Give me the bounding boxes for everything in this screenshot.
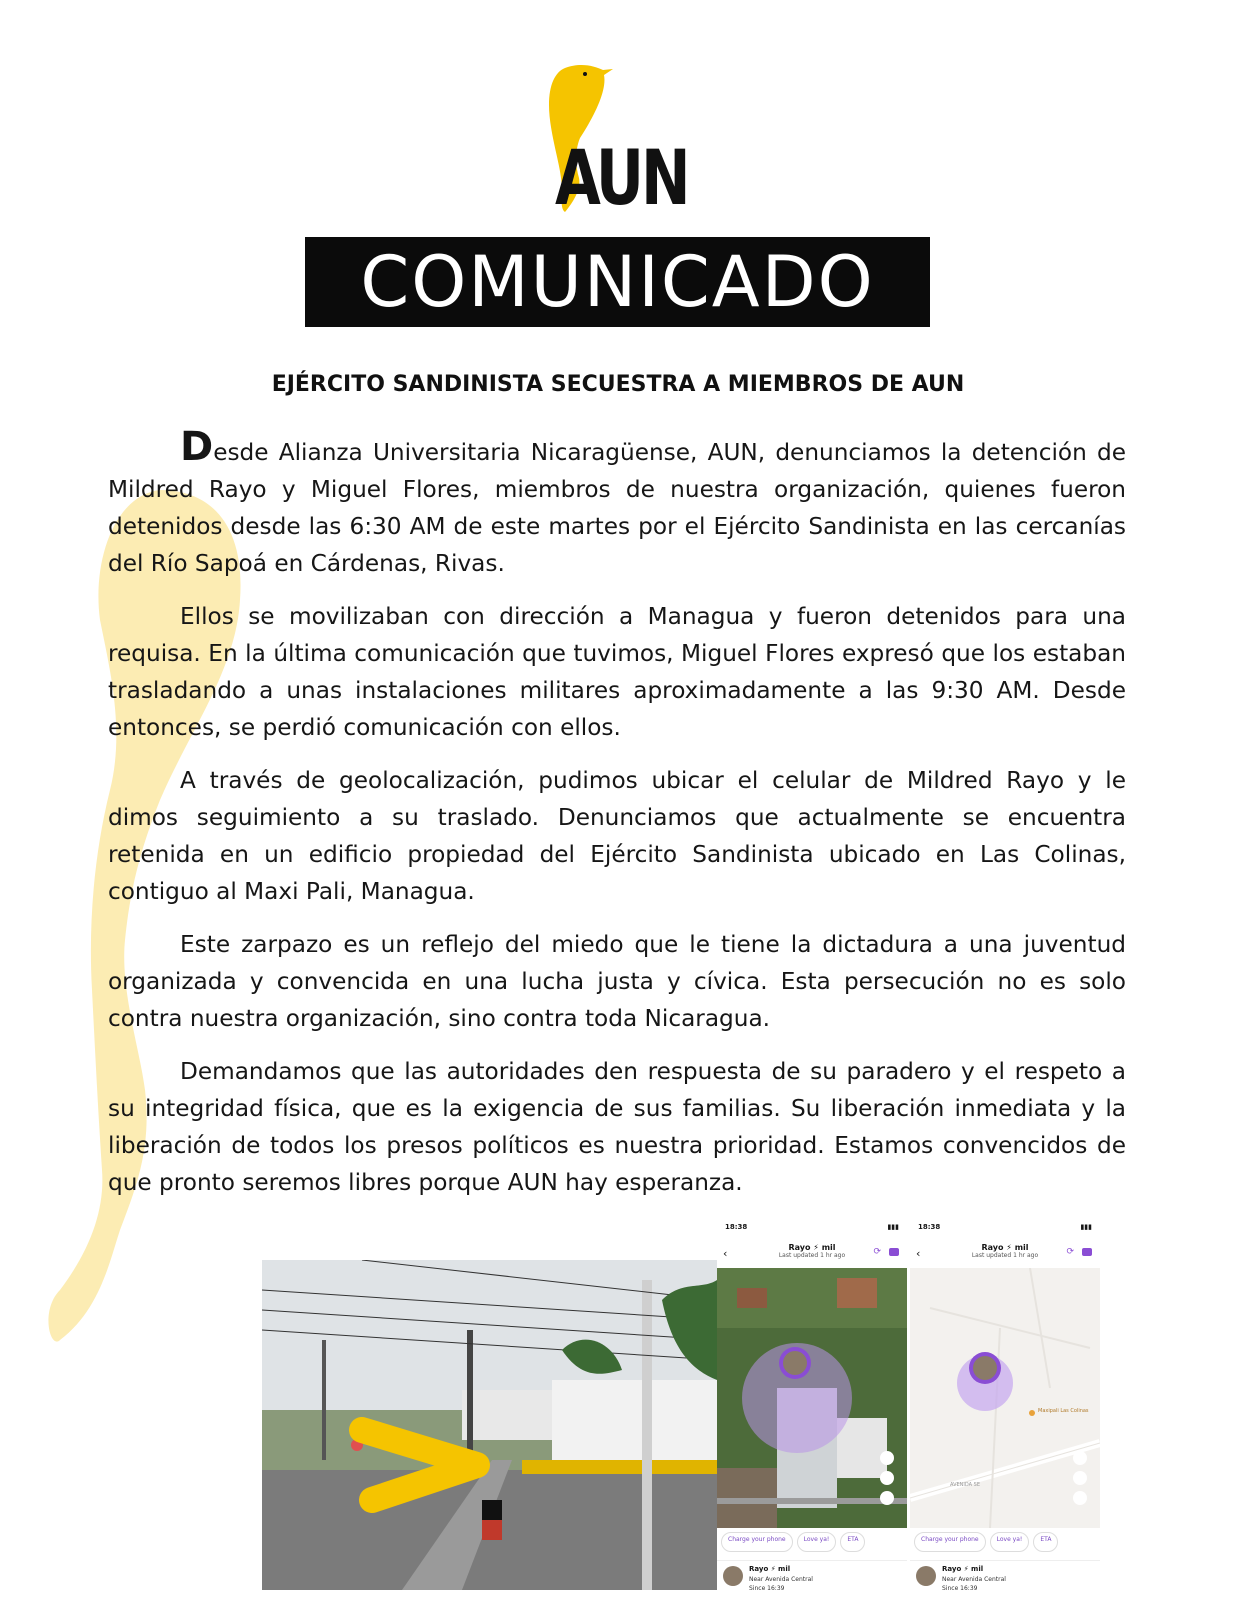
last-updated: Last updated 1 hr ago (778, 1252, 846, 1259)
person-location: Near Avenida Central (749, 1576, 813, 1583)
battery-icon: ▮▮▮ (1080, 1223, 1092, 1231)
headline: EJÉRCITO SANDINISTA SECUESTRA A MIEMBROS DE AUN (271, 372, 965, 397)
eta-chip[interactable]: ETA (1033, 1532, 1058, 1552)
person-name: Rayo ⚡ mil (749, 1565, 791, 1573)
quick-actions (910, 1532, 1100, 1552)
street-map[interactable] (910, 1268, 1100, 1528)
phone-screenshot-street (910, 1220, 1100, 1600)
chat-icon[interactable] (1082, 1248, 1092, 1256)
comunicado-banner (305, 237, 930, 327)
love-chip[interactable]: Love ya! (990, 1532, 1030, 1552)
quick-actions (717, 1532, 907, 1552)
charge-chip[interactable]: Charge your phone (914, 1532, 986, 1552)
drop-cap: D (180, 424, 214, 470)
person-location: Near Avenida Central (942, 1576, 1006, 1583)
street-photo (262, 1260, 717, 1590)
avatar (916, 1566, 936, 1586)
phone-screenshot-satellite (717, 1220, 907, 1600)
love-chip[interactable]: Love ya! (797, 1532, 837, 1552)
person-name: Rayo ⚡ mil (942, 1565, 984, 1573)
charge-chip[interactable]: Charge your phone (721, 1532, 793, 1552)
person-card[interactable] (910, 1560, 1100, 1600)
statement-body (108, 424, 1126, 1217)
chat-icon[interactable] (889, 1248, 899, 1256)
paragraph-1-text: esde Alianza Universitaria Nicaragüense, AUN, denunciamos la detención de Mildred Rayo y Miguel Flores, miembros de nuestra organización, quienes fueron detenidos desde las 6:30 AM de este martes por el Ejército Sandinista en las cercanías del Río Sapoá en Cárdenas, Rivas. (108, 439, 1126, 577)
person-card[interactable] (717, 1560, 907, 1600)
status-time: 18:38 (918, 1223, 941, 1231)
street-label: AVENIDA SE (950, 1482, 980, 1488)
avatar (723, 1566, 743, 1586)
paragraph-3: A través de geolocalización, pudimos ubicar el celular de Mildred Rayo y le dimos seguimiento a su traslado. Denunciamos que actualmente se encuentra retenida en un edificio propiedad del Ejército Sandinista ubicado en Las Colinas, contiguo al Maxi Pali, Managua. (108, 767, 1126, 905)
status-time: 18:38 (725, 1223, 748, 1231)
back-icon[interactable]: ‹ (723, 1247, 728, 1260)
back-icon[interactable]: ‹ (916, 1247, 921, 1260)
person-since: Since 16:39 (749, 1585, 785, 1592)
banner-title: COMUNICADO (360, 241, 875, 323)
paragraph-1 (108, 424, 1126, 582)
status-bar (910, 1220, 1100, 1241)
person-since: Since 16:39 (942, 1585, 978, 1592)
paragraph-5: Demandamos que las autoridades den respuesta de su paradero y el respeto a su integridad física, que es la exigencia de sus familias. Su liberación inmediata y la liberación de todos los presos políticos es nuestra prioridad. Estamos convencidos de que pronto seremos libres porque AUN hay esperanza. (108, 1058, 1126, 1196)
eta-chip[interactable]: ETA (840, 1532, 865, 1552)
satellite-map[interactable] (717, 1268, 907, 1528)
sync-icon[interactable]: ⟳ (873, 1247, 881, 1257)
aun-logo (535, 60, 705, 220)
logo-text: AUN (555, 133, 688, 222)
sync-icon[interactable]: ⟳ (1066, 1247, 1074, 1257)
paragraph-2: Ellos se movilizaban con dirección a Managua y fueron detenidos para una requisa. En la última comunicación que tuvimos, Miguel Flores expresó que los estaban trasladando a unas instalaciones militares aproximadamente a las 9:30 AM. Desde entonces, se perdió comunicación con ellos. (108, 603, 1126, 741)
last-updated: Last updated 1 hr ago (971, 1252, 1039, 1259)
contact-name: Rayo ⚡ mil (788, 1243, 836, 1252)
contact-name: Rayo ⚡ mil (981, 1243, 1029, 1252)
status-bar (717, 1220, 907, 1241)
battery-icon: ▮▮▮ (887, 1223, 899, 1231)
paragraph-4: Este zarpazo es un reflejo del miedo que le tiene la dictadura a una juventud organizada y convencida en una lucha justa y cívica. Esta persecución no es solo contra nuestra organización, sino contra toda Nicaragua. (108, 931, 1126, 1032)
map-poi-label: Maxipali Las Colinas (1038, 1408, 1089, 1414)
